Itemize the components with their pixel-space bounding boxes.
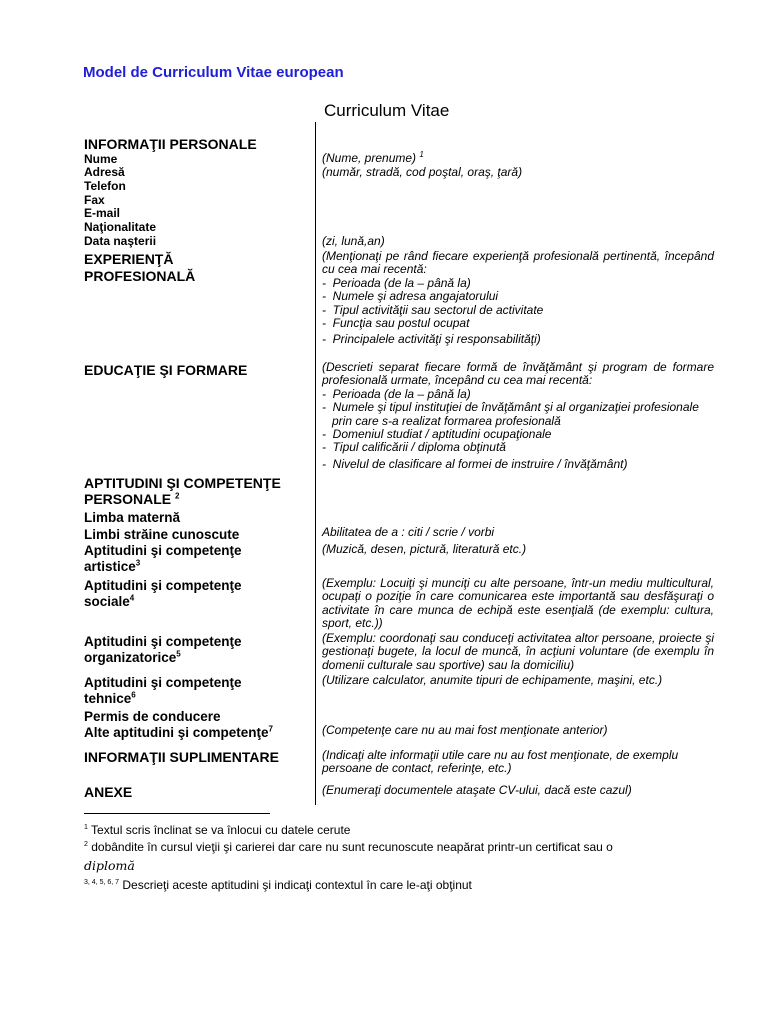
annexes-heading: ANEXE — [84, 784, 133, 800]
education-item: - Tipul calificării / diploma obţinută — [322, 440, 506, 455]
footnote-2: $^2$ dobândite în cursul vieţii şi carierei dar care nu sunt recunoscute neapărat printr-un certificat sau o — [84, 840, 613, 854]
experience-item: - Tipul activităţii sau sectorul de activitate — [322, 302, 544, 317]
social-hint: (Exemplu: Locuiţi şi munciţi cu alte persoane, într-un mediu multicultural, ocupaţi o poziţie în care comunicarea este importantă sau desfăşuraţi o activitate în care munca de echipă este esenţială (de exemplu: cultura, sport, etc.)) — [322, 576, 714, 631]
mother-tongue-label: Limba maternă — [84, 510, 181, 525]
experience-item: - Funcţia sau postul ocupat — [322, 316, 470, 331]
footnote-1: $^1$ Textul scris înclinat se va înlocui cu datele cerute — [84, 823, 351, 837]
education-heading: EDUCAŢIE ŞI FORMARE — [84, 362, 248, 378]
experience-description — [322, 250, 714, 347]
organizational-label-line1: Aptitudini şi competenţe — [84, 634, 242, 649]
education-item: - Perioada (de la – până la) — [322, 386, 471, 401]
model-title: Model de Curriculum Vitae european — [83, 64, 344, 81]
experience-item: - Perioada (de la – până la) — [322, 275, 471, 290]
artistic-hint: (Muzică, desen, pictură, literatură etc.) — [322, 542, 527, 556]
experience-intro: (Menţionaţi pe rând fiecare experienţă profesională pertinentă, începând cu cea mai recentă: — [322, 249, 714, 277]
address-hint: (număr, stradă, cod poştal, oraş, ţară) — [322, 165, 523, 179]
education-item: - Domeniul studiat / aptitudini ocupaţionale — [322, 427, 552, 442]
technical-label-line2: tehnice$^6$ — [84, 690, 136, 706]
education-item: - Numele şi tipul instituţiei de învăţământ şi al organizaţiei profesionale prin care s-a realizat formarea profesională — [322, 400, 699, 428]
label-email: E-mail — [84, 206, 121, 220]
label-birth-date: Data naşterii — [84, 234, 157, 248]
name-hint: (Nume, prenume) $^1$ — [322, 150, 424, 165]
footnote-separator — [84, 813, 270, 814]
foreign-languages-label: Limbi străine cunoscute — [84, 527, 240, 542]
experience-heading-line2: PROFESIONALĂ — [84, 268, 196, 284]
label-address: Adresă — [84, 165, 125, 179]
skills-heading-line2: PERSONALE $^2$ — [84, 491, 180, 507]
organizational-label-line2: organizatorice$^5$ — [84, 649, 181, 665]
label-nationality: Naţionalitate — [84, 220, 157, 234]
label-name: Nume — [84, 152, 118, 166]
social-label-line2: sociale$^4$ — [84, 593, 135, 609]
other-skills-label: Alte aptitudini şi competenţe$^7$ — [84, 724, 273, 740]
footnote-2-continuation: diplomă — [84, 858, 135, 873]
skills-heading-line1: APTITUDINI ŞI COMPETENŢE — [84, 475, 281, 491]
cv-title: Curriculum Vitae — [324, 101, 450, 120]
other-skills-hint: (Competenţe care nu au mai fost menţionate anterior) — [322, 723, 608, 737]
annexes-hint: (Enumeraţi documentele ataşate CV-ului, dacă este cazul) — [322, 783, 632, 797]
experience-item: - Principalele activităţi şi responsabilităţi) — [322, 332, 541, 347]
artistic-label-line1: Aptitudini şi competenţe — [84, 543, 242, 558]
artistic-label-line2: artistice$^3$ — [84, 558, 141, 574]
organizational-hint: (Exemplu: coordonaţi sau conduceţi activitatea altor persoane, proiecte şi gestionaţi bugete, la locul de muncă, în acţiuni voluntare (de exemplu în domenii culturale sau sportive) sau la domiciliu) — [322, 631, 714, 672]
label-fax: Fax — [84, 193, 105, 207]
education-description — [322, 361, 714, 471]
birth-date-hint: (zi, lună,an) — [322, 234, 385, 248]
experience-heading-line1: EXPERIENŢĂ — [84, 251, 174, 267]
foreign-languages-hint: Abilitatea de a : citi / scrie / vorbi — [322, 525, 495, 539]
education-intro: (Descrieti separat fiecare formă de învăţământ şi program de formare profesională urmate, începând cu cea mai recentă: — [322, 360, 714, 388]
technical-hint: (Utilizare calculator, anumite tipuri de echipamente, maşini, etc.) — [322, 673, 663, 687]
personal-info-heading: INFORMAŢII PERSONALE — [84, 136, 257, 152]
education-item: - Nivelul de clasificare al formei de instruire / învăţământ) — [322, 456, 628, 471]
label-phone: Telefon — [84, 179, 126, 193]
driving-license-label: Permis de conducere — [84, 709, 221, 724]
social-label-line1: Aptitudini şi competenţe — [84, 578, 242, 593]
footnote-3-7: $^{3, 4, 5, 6, 7}$ Descrieţi aceste aptitudini şi indicaţi contextul în care le-aţi obţinut — [84, 878, 472, 892]
experience-item: - Numele şi adresa angajatorului — [322, 289, 499, 304]
additional-info-hint: (Indicaţi alte informaţii utile care nu au fost menţionate, de exemplu persoane de contact, referinţe, etc.) — [322, 748, 679, 776]
additional-info-heading: INFORMAŢII SUPLIMENTARE — [84, 749, 279, 765]
technical-label-line1: Aptitudini şi competenţe — [84, 675, 242, 690]
column-divider — [315, 122, 316, 805]
